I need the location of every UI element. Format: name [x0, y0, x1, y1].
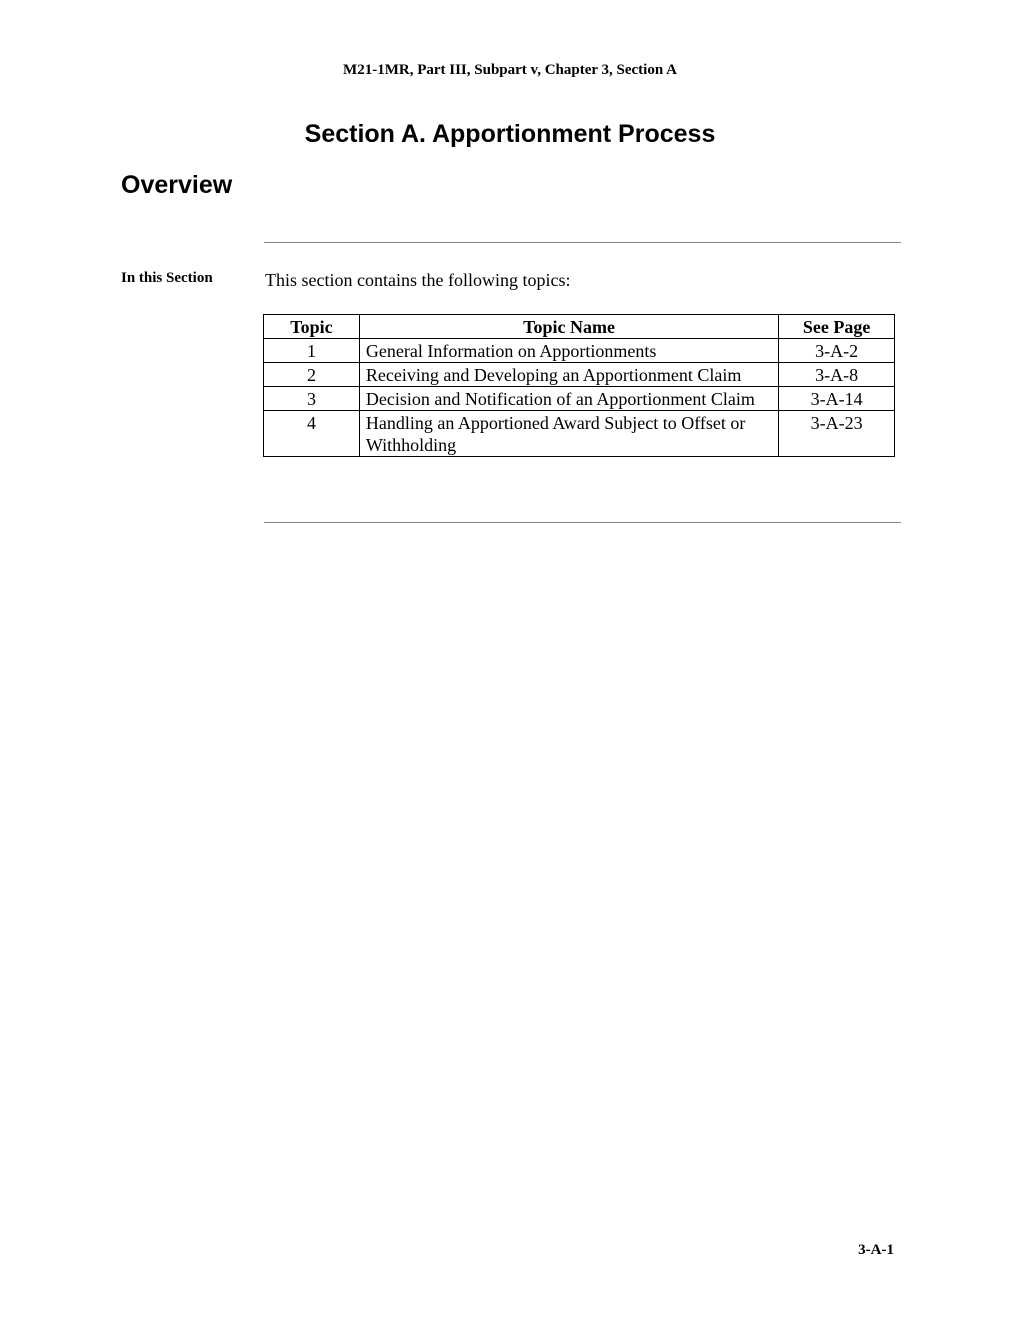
- table-row: [264, 387, 895, 411]
- block-title: Overview: [121, 171, 233, 199]
- table-row: [264, 339, 895, 363]
- table-row: [264, 363, 895, 387]
- topic-number: 1: [264, 339, 360, 363]
- block-label: In this Section: [121, 270, 213, 286]
- header-topic-name: Topic Name: [359, 315, 778, 339]
- topic-page: 3-A-14: [779, 387, 895, 411]
- topic-name: Handling an Apportioned Award Subject to Offset or Withholding: [359, 411, 778, 457]
- block-bottom-rule: [264, 522, 901, 523]
- topic-page: 3-A-8: [779, 363, 895, 387]
- topic-number: 4: [264, 411, 360, 457]
- block-top-rule: [264, 242, 901, 243]
- table-row: [264, 411, 895, 457]
- topic-name: Decision and Notification of an Apportionment Claim: [359, 387, 778, 411]
- topic-number: 2: [264, 363, 360, 387]
- section-title: Section A. Apportionment Process: [304, 120, 716, 148]
- page-number: 3-A-1: [858, 1242, 894, 1258]
- running-header: M21-1MR, Part III, Subpart v, Chapter 3, Section A: [343, 62, 677, 78]
- topic-page: 3-A-2: [779, 339, 895, 363]
- topic-name: General Information on Apportionments: [359, 339, 778, 363]
- header-see-page: See Page: [779, 315, 895, 339]
- table-header-row: [264, 315, 895, 339]
- header-topic: Topic: [264, 315, 360, 339]
- topic-number: 3: [264, 387, 360, 411]
- topic-page: 3-A-23: [779, 411, 895, 457]
- topic-name: Receiving and Developing an Apportionment Claim: [359, 363, 778, 387]
- block-intro-text: This section contains the following topics:: [265, 270, 571, 290]
- topics-table: [263, 314, 895, 457]
